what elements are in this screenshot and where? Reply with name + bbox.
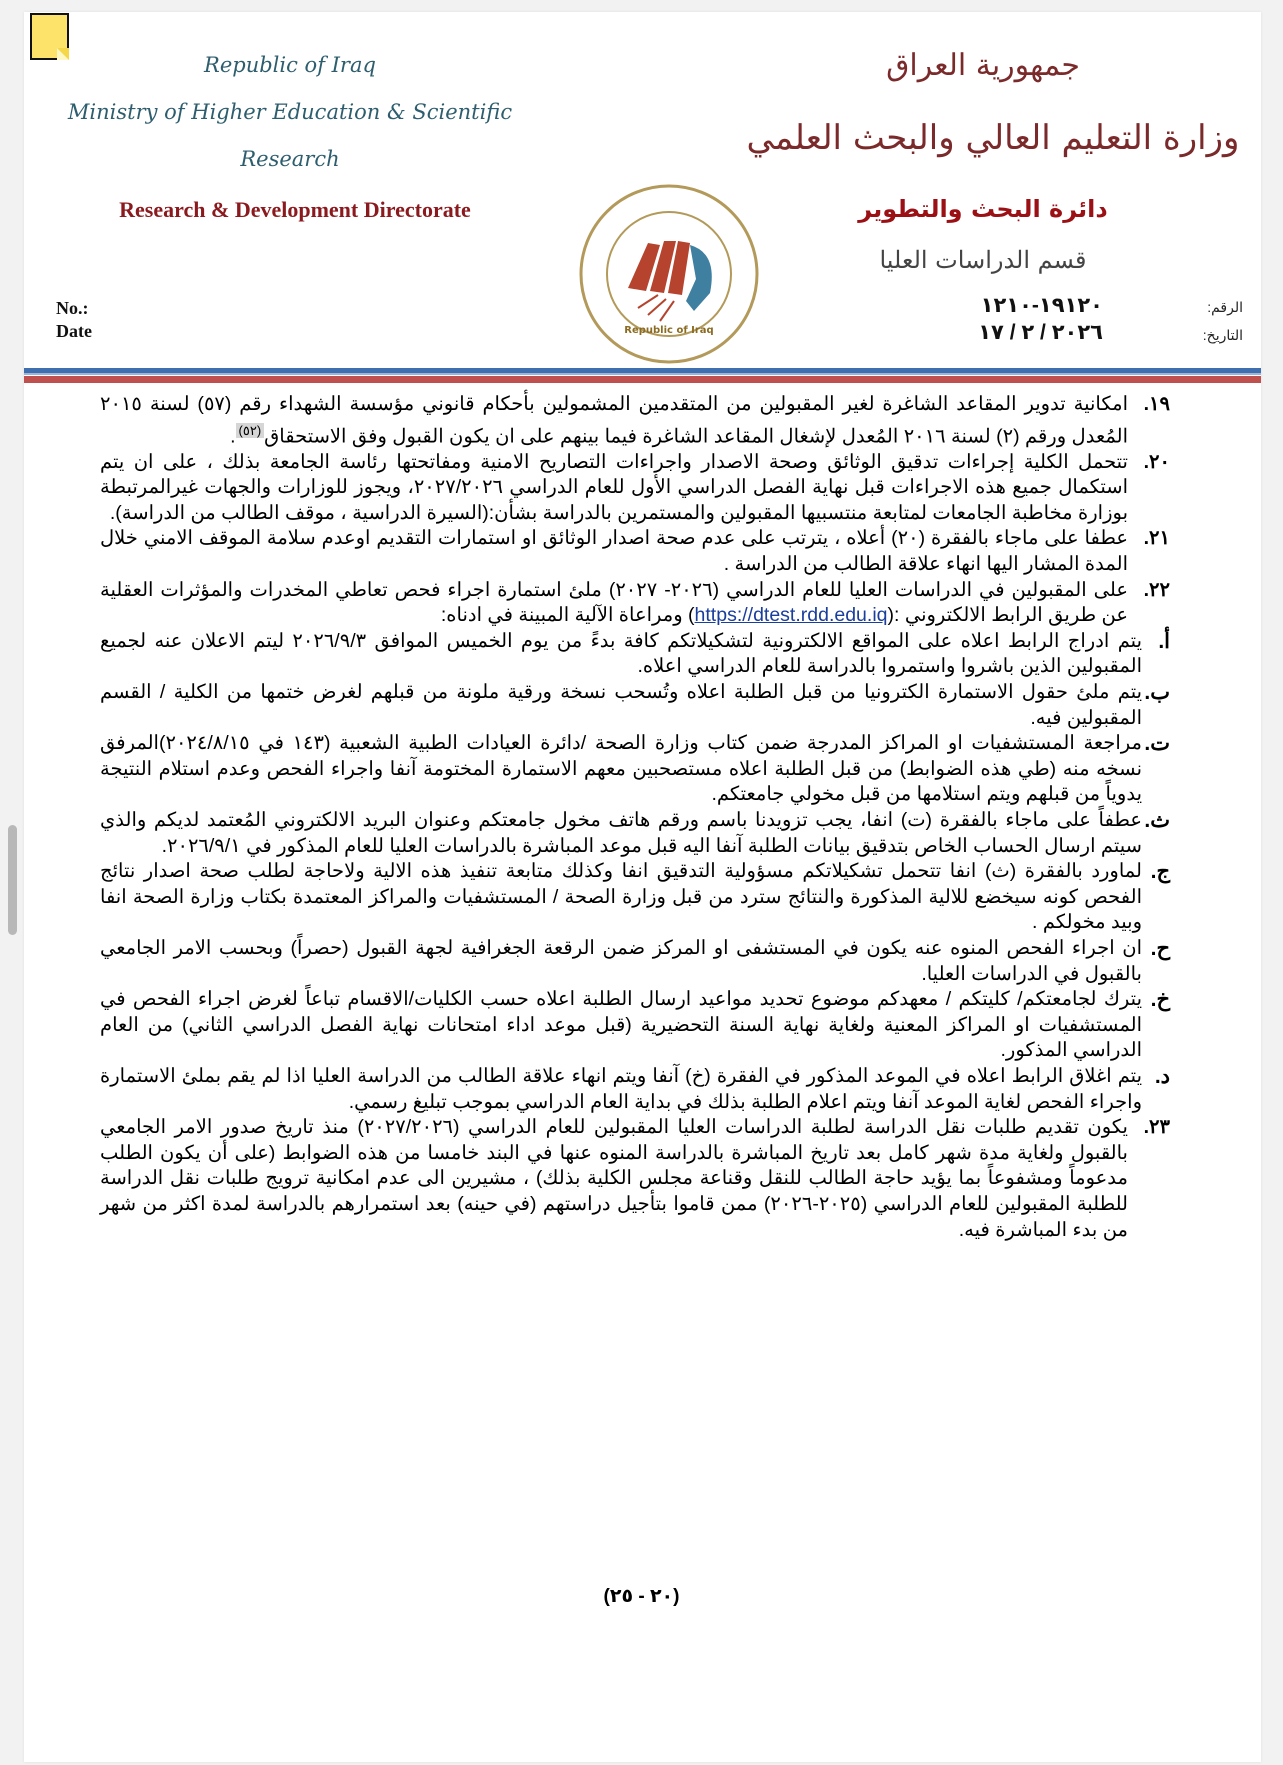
subitem-label: ث. (1144, 809, 1170, 832)
document-date: ٢٠٢٦ / ٢ / ١٧ (978, 321, 1103, 344)
paragraph-text: تتحمل الكلية إجراءات تدقيق الوثائق وصحة الاصدار واجراءات التصاريح الامنية ومفاتحتها رئاسة الجامعة بذلك ، على ان يتم استكمال جميع هذه الاجراءات قبل نهاية الفصل الدراسي الأول للعام الدراسي ٢٠٢٧/٢٠٢٦، ويجوز للوزارات والجهات غيرالمرتبطة بوزارة مخاطبة الجامعات لمتابعة منتسبيها المقبولين والمستمرين بالدراسة بشأن:(السيرة الدراسية ، موقف الطالب من الدراسة). (100, 450, 1128, 524)
letterhead-ministry-en-line1: Ministry of Higher Education & Scientific (67, 100, 513, 124)
paragraph-text: يكون تقديم طلبات نقل الدراسة لطلبة الدراسات العليا المقبولين للعام الدراسي (٢٠٢٧/٢٠٢٦) منذ تاريخ صدور الامر الجامعي بالقبول ولغاية مدة شهر كامل بعد تاريخ المباشرة بالدراسة المنوه عنها في البند خامسا من هذه الضوابط (على أن يكون الطلب مدعوماً ومشفوعاً بما يؤيد حاجة الطالب للنقل وقناعة مجلس الكلية بذلك) ، مشيرين الى عدم امكانية ترويج طلبات نقل الدراسة للطلبة المقبولين للعام الدراسي (٢٠٢٥-٢٠٢٦) ممن قاموا بتأجيل دراستهم (في حينه) بعد استمرارهم بالدراسة لمدة اكثر من شهر من بدء المباشرة فيه. (100, 1116, 1128, 1241)
paragraph-text: على المقبولين في الدراسات العليا للعام الدراسي (٢٠٢٦- ٢٠٢٧) ملئ استمارة اجراء فحص تعاطي المخدرات والمؤثرات العقلية عن طريق الرابط الالكتروني :( (100, 578, 1128, 627)
letterhead-directorate-ar: دائرة البحث والتطوير (858, 195, 1108, 223)
subitem-text: مراجعة المستشفيات او المراكز المدرجة ضمن كتاب وزارة الصحة /دائرة العيادات الطبية الشعبية (١٤٣ في ٢٠٢٤/٨/١٥)المرفق نسخه منه (طي هذه الضوابط) من قبل الطلبة اعلاه مستصحبين معهم الاستمارة المختومة آنفا واجراء الفحص وعدم استلام النتيجة يدوياً من قبلهم ويتم استلامها من قبل مخولي جامعتكم. (100, 732, 1142, 806)
subitem-label: أ. (1158, 629, 1170, 653)
date-label-ar: التاريخ: (1202, 327, 1243, 343)
paragraph-number: ٢٢. (1143, 578, 1170, 601)
paragraph-22 (100, 578, 1170, 629)
subitem-text: يتم ادراج الرابط اعلاه على المواقع الالكترونية لتشكيلاتكم كافة بدءً من يوم الخميس الموافق ٢٠٢٦/٩/٣ ليتم الاعلان عنه لجميع المقبولين الذين باشروا واستمروا بالدراسة للعام الدراسي اعلاه. (100, 629, 1142, 678)
ministry-seal-icon (578, 183, 760, 365)
subitem-label: د. (1154, 1064, 1170, 1088)
subitem-ta (100, 731, 1170, 808)
number-label-ar: الرقم: (1207, 299, 1243, 315)
drug-test-link[interactable]: https://dtest.rdd.edu.iq (694, 604, 888, 627)
subitem-text: عطفاً على ماجاء بالفقرة (ت) انفا، يجب تزويدنا باسم ورقم هاتف مخول جامعتكم وعنوان البريد الالكتروني المُعتمد لديكم والذي سيتم ارسال الحساب الخاص بتدقيق بيانات الطلبة آنفا اليه قبل موعد المباشرة بالدراسات العليا للعام المذكور في ٢٠٢٦/٩/١. (100, 809, 1142, 857)
paragraph-text: عطفا على ماجاء بالفقرة (٢٠) أعلاه ، يترتب على عدم صحة اصدار الوثائق او استمارات التقديم اوعدم سلامة الموقف الامني خلال المدة المشار اليها انهاء علاقة الطالب من الدراسة . (100, 527, 1128, 576)
subitem-label: ب. (1144, 681, 1170, 705)
paragraph-text-after: ) ومراعاة الآلية المبينة في ادناه: (440, 604, 695, 627)
footnote-marker[interactable]: (٥٢) (236, 423, 265, 438)
subitem-ba (100, 680, 1170, 731)
subitem-text: ان اجراء الفحص المنوه عنه يكون في المستشفى او المركز ضمن الرقعة الجغرافية لجهة القبول (حصراً) وبحسب الامر الجامعي بالقبول في الدراسات العليا. (100, 936, 1142, 985)
paragraph-number: ١٩. (1143, 393, 1170, 415)
paragraph-text: امكانية تدوير المقاعد الشاغرة لغير المقبولين من المتقدمين المشمولين بأحكام قانوني مؤسسة الشهداء رقم (٥٧) لسنة ٢٠١٥ المُعدل ورقم (٢) لسنة ٢٠١٦ المُعدل لإشغال المقاعد الشاغرة فيما بينهم على ان يكون القبول وفق الاستحقاق (100, 393, 1128, 448)
subitem-label: ت. (1144, 732, 1170, 756)
letterhead-directorate-en: Research & Development Directorate (119, 197, 471, 222)
seal-text-bottom: Republic of Iraq (624, 325, 714, 336)
page-number: (٢٠ - ٢٥) (603, 1586, 680, 1607)
subitem-kha (100, 987, 1170, 1064)
letterhead-ministry-en-line2: Research (240, 147, 340, 171)
letterhead-country-en: Republic of Iraq (204, 53, 376, 77)
paragraph-tail: . (230, 425, 236, 448)
paragraph-number: ٢٣. (1143, 1116, 1170, 1139)
subitem-dal (100, 1064, 1170, 1115)
paragraph-19 (100, 392, 1170, 450)
paragraph-20 (100, 450, 1170, 527)
subitem-text: يتم اغلاق الرابط اعلاه في الموعد المذكور في الفقرة (خ) آنفا ويتم انهاء علاقة الطالب من الدراسة العليا اذا لم يقم بملئ الاستمارة واجراء الفحص لغاية الموعد آنفا ويتم اعلام الطلبة بذلك في بداية العام الدراسي بموجب تبليغ رسمي. (100, 1064, 1142, 1113)
paragraph-number: ٢٠. (1143, 450, 1170, 473)
paragraph-21 (100, 526, 1170, 577)
letterhead-country-ar: جمهورية العراق (886, 48, 1080, 83)
paragraph-number: ٢١. (1143, 527, 1170, 550)
subitem-text: لماورد بالفقرة (ث) انفا تتحمل تشكيلاتكم مسؤولية التدقيق انفا وكذلك متابعة تنفيذ هذه الالية ولاحاجة لطلب صحة اصدار نتائج الفحص كونه سيخضع للالية المذكورة والنتائج سترد من قبل وزارة الصحة / المستشفيات والمراكز المعتمدة بكتاب وزارة الصحة انفا وبيد مخولكم . (100, 860, 1142, 934)
subitem-label: خ. (1150, 988, 1170, 1012)
date-label-en: Date (56, 321, 92, 341)
paragraph-text-wrap (100, 392, 1128, 450)
subitem-tha (100, 808, 1170, 859)
subitem-jim (100, 859, 1170, 936)
subitem-text: يتم ملئ حقول الاستمارة الكترونيا من قبل الطلبة اعلاه وتُسحب نسخة ورقية ملونة من قبلهم لغرض ختمها من الكلية / القسم المقبولين فيه. (100, 681, 1142, 729)
paragraph-23 (100, 1115, 1170, 1243)
reference-number: ١٩١٢٠-١٢١٠ (980, 294, 1103, 317)
number-label-en: No.: (56, 298, 89, 318)
subitem-alef (100, 629, 1170, 680)
header-rule-red (24, 376, 1261, 383)
vertical-scrollbar[interactable] (8, 825, 17, 935)
document-body (100, 392, 1170, 1243)
letterhead-department-ar: قسم الدراسات العليا (879, 246, 1087, 274)
letterhead-ministry-ar: وزارة التعليم العالي والبحث العلمي (746, 118, 1240, 158)
subitem-label: ج. (1150, 860, 1170, 884)
header-rule-light (24, 373, 1261, 375)
paragraph-text-wrap (100, 578, 1128, 629)
subitem-text: يترك لجامعتكم/ كليتكم / معهدكم موضوع تحديد مواعيد ارسال الطلبة اعلاه حسب الكليات/الاقسام تباعاً لغرض اجراء الفحص في المستشفيات او المراكز المعنية ولغاية نهاية السنة التحضيرية (قبل موعد اداء امتحانات نهاية الفصل الدراسي الثاني) من العام الدراسي المذكور. (100, 988, 1142, 1062)
subitem-ha (100, 936, 1170, 987)
subitem-label: ح. (1150, 936, 1170, 960)
